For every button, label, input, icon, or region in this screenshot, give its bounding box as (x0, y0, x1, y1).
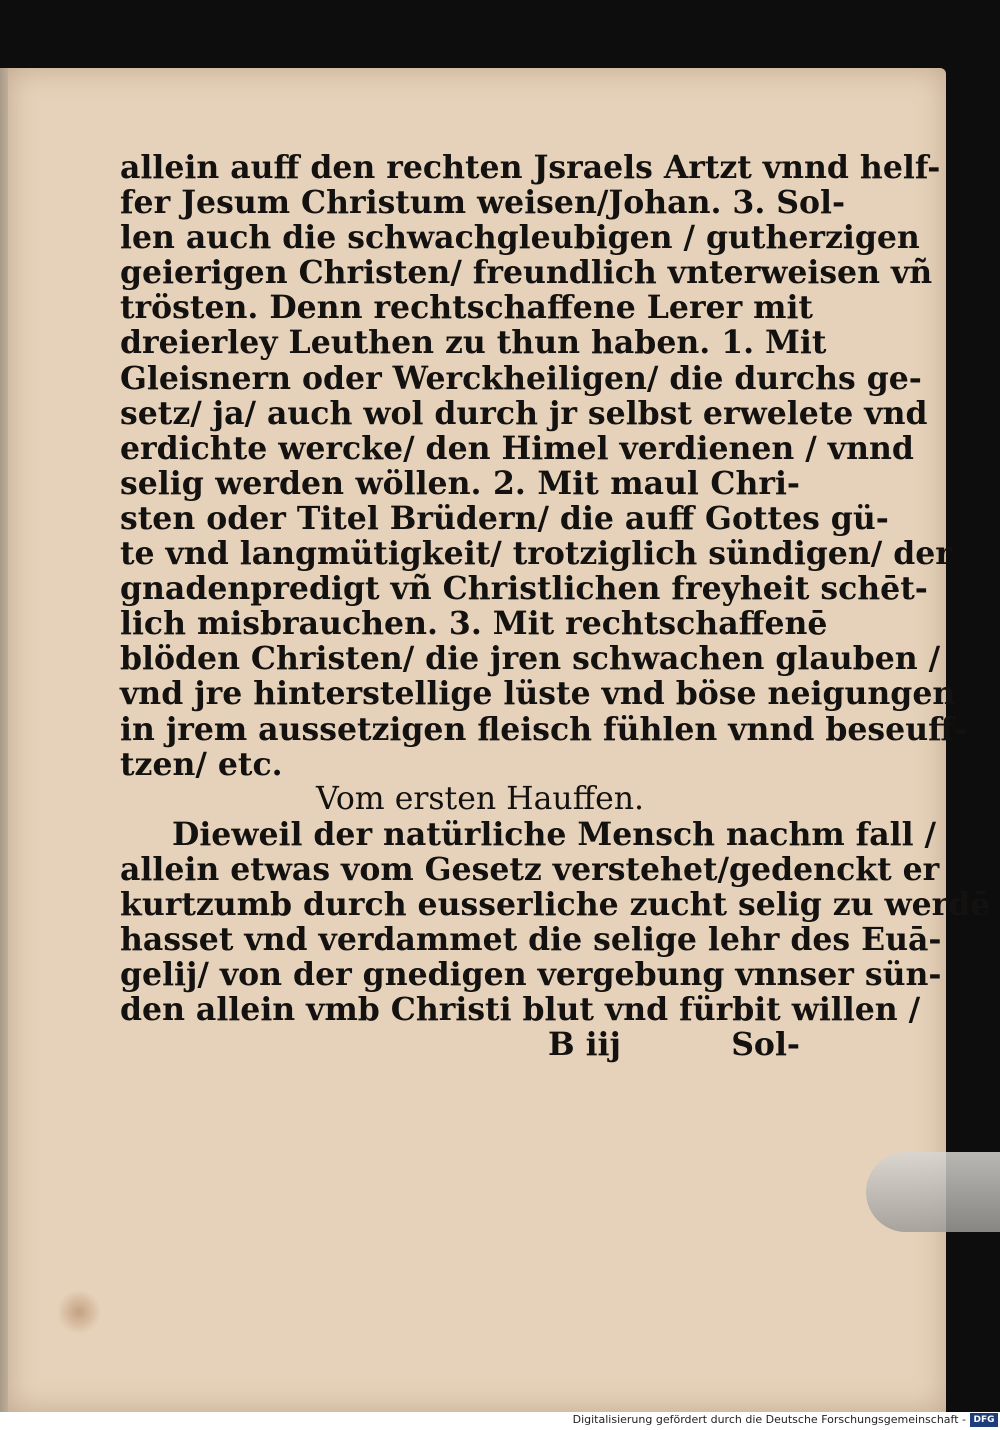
page-text (120, 149, 991, 1064)
text-line: len auch die schwachgleubigen / gutherzigen (120, 219, 920, 257)
text-line: in jrem aussetzigen fleisch fühlen vnnd beseuff- (120, 710, 968, 748)
text-line: gnadenpredigt vñ Christlichen freyheit schēt- (120, 570, 928, 608)
text-line: erdichte wercke/ den Himel verdienen / vnnd (120, 429, 914, 467)
footer-bar (0, 1412, 1000, 1430)
catchword: Sol- (731, 1026, 800, 1064)
text-line: Dieweil der natürliche Mensch nachm fall / (172, 815, 937, 853)
text-line: geierigen Christen/ freundlich vnterweisen vñ (120, 254, 933, 292)
text-line: dreierley Leuthen zu thun haben. 1. Mit (120, 324, 827, 362)
text-line: selig werden wöllen. 2. Mit maul Chri- (120, 464, 800, 502)
text-line: sten oder Titel Brüdern/ die auff Gottes gü- (120, 499, 889, 537)
page-holder-clip (866, 1152, 1000, 1232)
text-line: Gleisnern oder Werckheiligen/ die durchs ge- (120, 359, 922, 397)
funding-note: Digitalisierung gefördert durch die Deutsche Forschungsgemeinschaft - (572, 1413, 966, 1426)
text-line: gelij/ von der gnedigen vergebung vnnser sün- (120, 956, 942, 994)
text-line: kurtzumb durch eusserliche zucht selig zu werdē (120, 885, 991, 923)
text-line: blöden Christen/ die jren schwachen glauben / (120, 640, 941, 678)
text-line: te vnd langmütigkeit/ trotziglich sündigen/ der (120, 535, 952, 573)
text-line: setz/ ja/ auch wol durch jr selbst erwelete vnd (120, 394, 928, 432)
text-line: hasset vnd verdammet die selige lehr des Euā- (120, 921, 942, 959)
text-line: fer Jesum Christum weisen/Johan. 3. Sol- (120, 184, 846, 222)
text-line: allein auff den rechten Jsraels Artzt vnnd helf- (120, 149, 941, 186)
text-line: den allein vmb Christi blut vnd fürbit willen / (120, 991, 921, 1029)
text-line: tzen/ etc. (120, 745, 283, 783)
text-line: allein etwas vom Gesetz verstehet/gedenckt er (120, 850, 940, 888)
section-heading: Vom ersten Hauffen. (315, 780, 645, 817)
paper-stain (58, 1288, 100, 1336)
signature-mark: B iij (548, 1026, 621, 1064)
signature-line (120, 1027, 800, 1062)
text-line: trösten. Denn rechtschaffene Lerer mit (120, 289, 813, 327)
text-line: vnd jre hinterstellige lüste vnd böse neigungen (120, 675, 956, 713)
dfg-logo-icon: DFG (970, 1413, 998, 1427)
text-line: lich misbrauchen. 3. Mit rechtschaffenē (120, 605, 828, 643)
